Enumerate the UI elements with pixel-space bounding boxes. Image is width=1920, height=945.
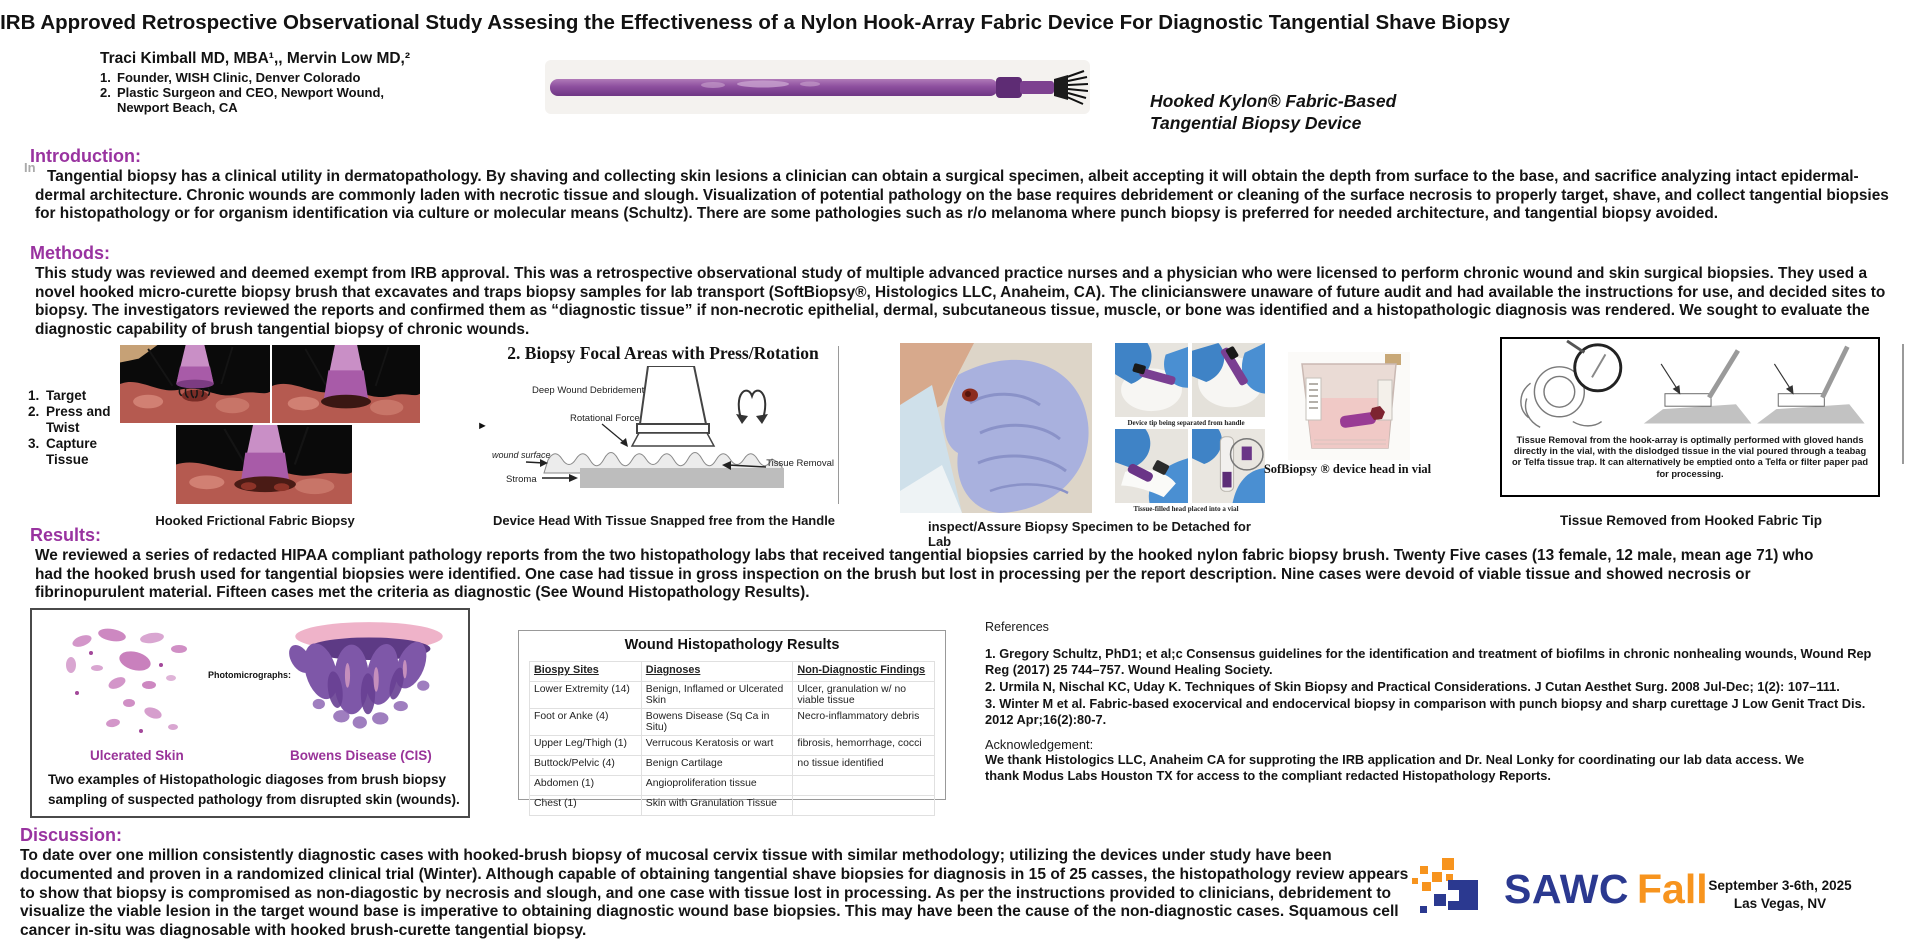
diagram-label-tissue-removal: Tissue Removal bbox=[766, 458, 834, 469]
table-row bbox=[530, 756, 935, 776]
caption-head-in-vial: Tissue-filled head placed into a vial bbox=[1133, 505, 1239, 513]
table-cell: Verrucous Keratosis or wart bbox=[641, 736, 793, 756]
section-heading-discussion: Discussion: bbox=[20, 825, 123, 845]
introduction-paragraph: Tangential biopsy has a clinical utility in dermatopathology. By shaving and collecting skin lesions a clinician can obtain a surgical specimen, albeit accepting it will obtain the depth from surface to the base, and sacrifice analyzing intact epidermal-dermal architecture. Chronic wounds are commonly laden with necrotic tissue and slough. Visualization of potential pathology on the base requires debridement or cleaning of the surface necrosis to properly target, shave, and collect tangential biopsies for histopathology or for organism identification via culture or molecular means (Schultz). There are some pathologies such as r/o melanoma where punch biopsy is preferred for needed architecture, and tangential biopsy avoided. bbox=[35, 168, 1889, 223]
diagram-divider-line bbox=[838, 346, 839, 504]
table-cell: Necro-inflammatory debris bbox=[793, 709, 935, 736]
caption-tip-separated: Device tip being separated from handle bbox=[1127, 419, 1245, 427]
step-number: 1. bbox=[28, 388, 40, 403]
table-row bbox=[530, 776, 935, 796]
table-cell: Angioproliferation tissue bbox=[641, 776, 793, 796]
table-cell bbox=[793, 796, 935, 816]
affiliation-number: 2. bbox=[100, 85, 111, 100]
bowens-disease-label: Bowens Disease (CIS) bbox=[290, 748, 432, 763]
affiliation-2: Plastic Surgeon and CEO, Newport Wound, bbox=[117, 85, 385, 100]
vial-photo bbox=[1288, 352, 1410, 460]
table-cell: Benign, Inflamed or Ulcerated Skin bbox=[641, 682, 793, 709]
caption-frictional-biopsy: Hooked Frictional Fabric Biopsy bbox=[155, 513, 355, 528]
diagram-label-wound-surface: wound surface bbox=[492, 450, 551, 460]
table-cell bbox=[793, 776, 935, 796]
device-label-line2: Tangential Biopsy Device bbox=[1150, 113, 1362, 133]
step-label: Target bbox=[46, 388, 87, 403]
step-label: Capture Tissue bbox=[46, 436, 98, 467]
table-cell: Foot or Anke (4) bbox=[530, 709, 642, 736]
step-label: Press and Twist bbox=[46, 404, 111, 435]
table-cell: no tissue identified bbox=[793, 756, 935, 776]
biopsy-device-image bbox=[548, 67, 1088, 107]
discussion-paragraph: To date over one million consistently diagnostic cases with hooked-brush biopsy of mucosal cervix tissue with similar methodology; utilizing the devices under study have been documented and proven in a randomized clinical trial (Winter). Although capable of obtaining tangential shave biopsies for diagnosis in 15 of 25 casses, the histopathology review appears to show that biopsy is compromised as non-diagostic by necrosis and slough, and one case with tissue lost in processing. As per the instructions provided to clinicians, debridement to visualize the viable lesion in the target wound base is imperative to obtaining diagnostic wound base biopsies. This may have been the cause of the non-diagnostic cases. Squamous cell cancer in-situ was diagnosable with hooked brush-curette tangential biopsy. bbox=[20, 847, 1409, 940]
diagram-title: 2. Biopsy Focal Areas with Press/Rotation bbox=[507, 343, 819, 363]
step-number: 2. bbox=[28, 404, 40, 419]
tip-separation-photo-1 bbox=[1115, 343, 1188, 417]
ulcerated-skin-micrograph bbox=[57, 622, 207, 744]
table-row bbox=[530, 682, 935, 709]
methods-paragraph: This study was reviewed and deemed exempt from IRB approval. This was a retrospective observational study of multiple advanced practice nurses and a physician who were licensed to perform chronic wound and skin surgical biopsies. They used a novel hooked micro-curette biopsy brush that excavates and traps biopsy samples for lab transport (SoftBiopsy®, Histologics LLC, Anaheim, CA). The clinicianswere unaware of future audit and had available the instructions for use, and decided sites to biopsy. The investigators reviewed the reports and confirmed them as “diagnostic tissue” if non-necrotic epithelial, dermal, subcutaneous tissue, muscle, or bone was identified and a histopathologic diagnosis was rendered. We sought to evaluate the diagnostic capability of brush tangential biopsy of chronic wounds. bbox=[35, 265, 1886, 339]
table-cell: Chest (1) bbox=[530, 796, 642, 816]
table-cell: fibrosis, hemorrhage, cocci bbox=[793, 736, 935, 756]
tissue-removal-figure bbox=[1500, 337, 1880, 497]
histology-figure-box bbox=[30, 608, 470, 818]
glove-inspection-photo bbox=[900, 343, 1092, 513]
photomicrographs-label: Photomicrographs: bbox=[208, 670, 292, 680]
stray-text: In bbox=[24, 160, 36, 175]
event-date-block bbox=[1700, 878, 1860, 911]
table-cell: Lower Extremity (14) bbox=[530, 682, 642, 709]
section-heading-methods: Methods: bbox=[30, 243, 110, 263]
diagram-label-stroma: Stroma bbox=[506, 474, 537, 485]
authors-line: Traci Kimball MD, MBA¹,, Mervin Low MD,² bbox=[100, 50, 411, 67]
device-label-line1: Hooked Kylon® Fabric-Based bbox=[1150, 91, 1397, 111]
tissue-removal-note: Tissue Removal from the hook-array is optimally performed with gloved hands directly in the vial, with the dislodged tissue in the vial poured through a teabag or Telfa tissue trap. It can alternatively be emptied onto a Telfa or filter paper pad for processing. bbox=[1511, 435, 1869, 479]
event-location: Las Vegas, NV bbox=[1733, 896, 1827, 911]
author-block bbox=[100, 50, 440, 115]
affiliation-2b: Newport Beach, CA bbox=[117, 100, 238, 115]
diagram-drawing bbox=[490, 366, 836, 502]
fall-logo-text: Fall bbox=[1637, 865, 1708, 912]
section-heading-introduction: Introduction: bbox=[30, 146, 141, 166]
frictional-biopsy-photo-2 bbox=[272, 345, 420, 423]
table-header: Biospy Sites bbox=[530, 662, 642, 682]
press-rotation-diagram bbox=[490, 342, 836, 508]
table-title: Wound Histopathology Results bbox=[624, 637, 840, 653]
head-into-vial-photo-1 bbox=[1115, 429, 1188, 503]
frictional-biopsy-photo-1 bbox=[120, 345, 270, 423]
table-header: Non-Diagnostic Findings bbox=[793, 662, 935, 682]
sawc-logo-text: SAWC bbox=[1504, 865, 1629, 912]
results-paragraph: We reviewed a series of redacted HIPAA compliant pathology reports from the two histopathology labs that received tangential biopsies carried by the hooked nylon fabric biopsy brush. Twenty Five cases (13 female, 12 male, mean age 71) who had the hooked brush used for tangential biopsies were identified. One case had tissue in gross inspection on the brush but lost in processing per the report description. Nine cases were devoid of viable tissue and showed necrosis or fibrinopurulent material. Fifteen cases met the criteria as diagnostic (See Wound Histopathology Results). bbox=[35, 547, 1814, 602]
table-row bbox=[530, 736, 935, 756]
sawc-fall-logo bbox=[1412, 858, 1708, 920]
diagram-label-rotation: Rotational Force bbox=[570, 413, 640, 424]
section-heading-results: Results: bbox=[30, 525, 102, 545]
histology-caption-line1: Two examples of Histopathologic diagoses from brush biopsy bbox=[48, 772, 447, 787]
histopathology-table-box bbox=[518, 630, 946, 809]
step-number: 3. bbox=[28, 436, 40, 451]
table-cell: Bowens Disease (Sq Ca in Situ) bbox=[641, 709, 793, 736]
reference-item-3: 3. Winter M et al. Fabric-based exocervical and endocervical biopsy in comparison with punch biopsy and sharp curettage J Low Genit Tract Dis. 2012 Apr;16(2):80-7. bbox=[985, 696, 1866, 727]
right-edge-bracket bbox=[1902, 344, 1904, 464]
caption-sofbiopsy-vial: SofBiopsy ® device head in vial bbox=[1263, 462, 1432, 476]
histology-caption-line2: sampling of suspected pathology from disrupted skin (wounds). bbox=[48, 792, 460, 807]
table-cell: Upper Leg/Thigh (1) bbox=[530, 736, 642, 756]
table-cell: Buttock/Pelvic (4) bbox=[530, 756, 642, 776]
biopsy-steps-list bbox=[28, 388, 128, 468]
reference-item-1: 1. Gregory Schultz, PhD1; et al;c Consensus guidelines for the identification and treatment of biofilms in chronic nonhealing wounds, Wound Rep Reg (2017) 25 744–757. Wound Healing Society. bbox=[985, 646, 1872, 677]
arrow-marker-icon: ► bbox=[477, 420, 488, 432]
affiliation-1: Founder, WISH Clinic, Denver Colorado bbox=[117, 70, 361, 85]
caption-tissue-removed: Tissue Removed from Hooked Fabric Tip bbox=[1559, 513, 1823, 528]
tissue-removal-drawing bbox=[1502, 339, 1874, 435]
ulcerated-skin-label: Ulcerated Skin bbox=[90, 748, 184, 763]
table-cell: Abdomen (1) bbox=[530, 776, 642, 796]
acknowledgement-body: We thank Histologics LLC, Anaheim CA for supproting the IRB application and Dr. Neal Lonky for coordinating our lab data access. We thank Modus Labs Houston TX for access to the compliant redacted Histopathology Reports. bbox=[985, 752, 1805, 783]
page-title: IRB Approved Retrospective Observational Study Assesing the Effectiveness of a Nylon Hook-Array Fabric Device For Diagnostic Tangential Shave Biopsy bbox=[0, 11, 1510, 34]
table-row bbox=[530, 796, 935, 816]
reference-item-2: 2. Urmila N, Nischal KC, Uday K. Techniques of Skin Biopsy and Practical Considerations. J Cutan Aesthet Surg. 2008 Jul-Dec; 1(2): 107–111. bbox=[985, 679, 1840, 694]
affiliation-number: 1. bbox=[100, 70, 111, 85]
acknowledgement-heading: Acknowledgement: bbox=[985, 737, 1094, 752]
table-cell: Benign Cartilage bbox=[641, 756, 793, 776]
bowens-disease-micrograph bbox=[280, 618, 458, 746]
tip-separation-photo-2 bbox=[1192, 343, 1265, 417]
references-heading: References bbox=[985, 620, 1049, 634]
frictional-biopsy-photo-3 bbox=[176, 425, 352, 504]
diagram-label-debridement: Deep Wound Debridement bbox=[532, 385, 645, 396]
sawc-logo-mark-icon bbox=[1412, 858, 1496, 920]
caption-device-head: Device Head With Tissue Snapped free from the Handle bbox=[492, 513, 836, 528]
histopathology-table bbox=[529, 661, 935, 816]
table-row bbox=[530, 709, 935, 736]
table-cell: Ulcer, granulation w/ no viable tissue bbox=[793, 682, 935, 709]
table-cell: Skin with Granulation Tissue bbox=[641, 796, 793, 816]
device-label bbox=[1150, 90, 1396, 134]
table-header: Diagnoses bbox=[641, 662, 793, 682]
event-date: September 3-6th, 2025 bbox=[1708, 878, 1852, 893]
caption-inspect-specimen: inspect/Assure Biopsy Specimen to be Detached for Lab bbox=[928, 519, 1251, 549]
